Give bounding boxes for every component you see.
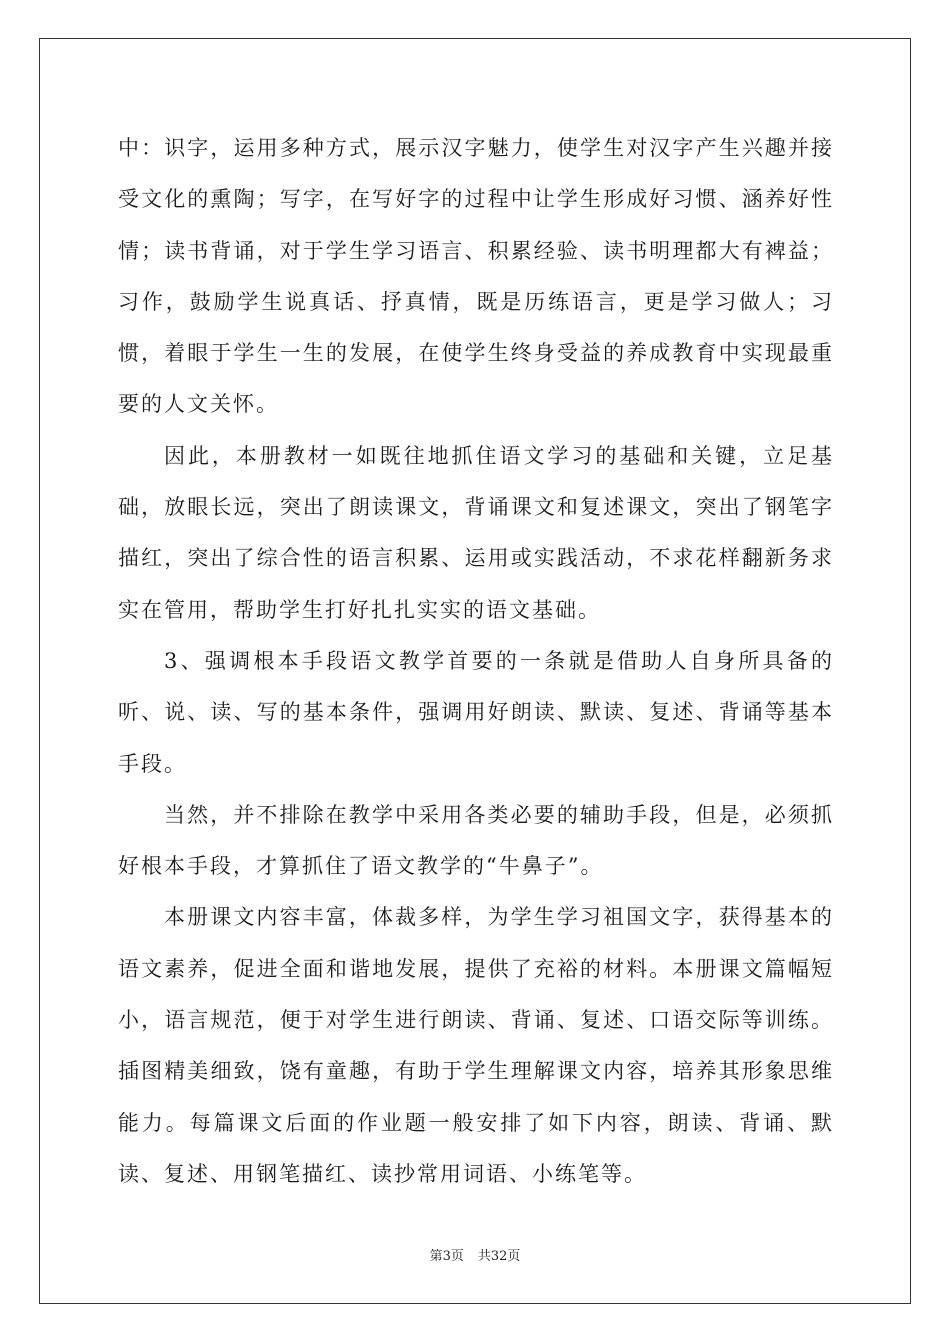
paragraph-4: 当然，并不排除在教学中采用各类必要的辅助手段，但是，必须抓好根本手段，才算抓住了语文教学的“牛鼻子”。 <box>118 802 834 879</box>
paragraph-2: 因此，本册教材一如既往地抓住语文学习的基础和关键，立足基础，放眼长远，突出了朗读课文，背诵课文和复述课文，突出了钢笔字描红，突出了综合性的语言积累、运用或实践活动，不求花样翻新务求实在管用，帮助学生打好扎扎实实的语文基础。 <box>118 443 834 622</box>
paragraph-3: 3、强调根本手段语文教学首要的一条就是借助人自身所具备的听、说、读、写的基本条件，强调用好朗读、默读、复述、背诵等基本手段。 <box>118 648 834 776</box>
paragraph-1: 中：识字，运用多种方式，展示汉字魅力，使学生对汉字产生兴趣并接受文化的熏陶；写字，在写好字的过程中让学生形成好习惯、涵养好性情；读书背诵，对于学生学习语言、积累经验、读书明理都大有裨益；习作，鼓励学生说真话、抒真情，既是历练语言，更是学习做人；习惯，着眼于学生一生的发展，在使学生终身受益的养成教育中实现最重要的人文关怀。 <box>118 136 834 417</box>
document-body <box>118 123 834 1200</box>
paragraph-5: 本册课文内容丰富，体裁多样，为学生学习祖国文字，获得基本的语文素养，促进全面和谐地发展，提供了充裕的材料。本册课文篇幅短小，语言规范，便于对学生进行朗读、背诵、复述、口语交际等训练。插图精美细致，饶有童趣，有助于学生理解课文内容，培养其形象思维能力。每篇课文后面的作业题一般安排了如下内容，朗读、背诵、默读、复述、用钢笔描红、读抄常用词语、小练笔等。 <box>118 905 834 1186</box>
current-page-number: 第3页 <box>429 1249 464 1264</box>
page-footer <box>0 1245 950 1264</box>
total-page-count: 共32页 <box>477 1249 521 1264</box>
